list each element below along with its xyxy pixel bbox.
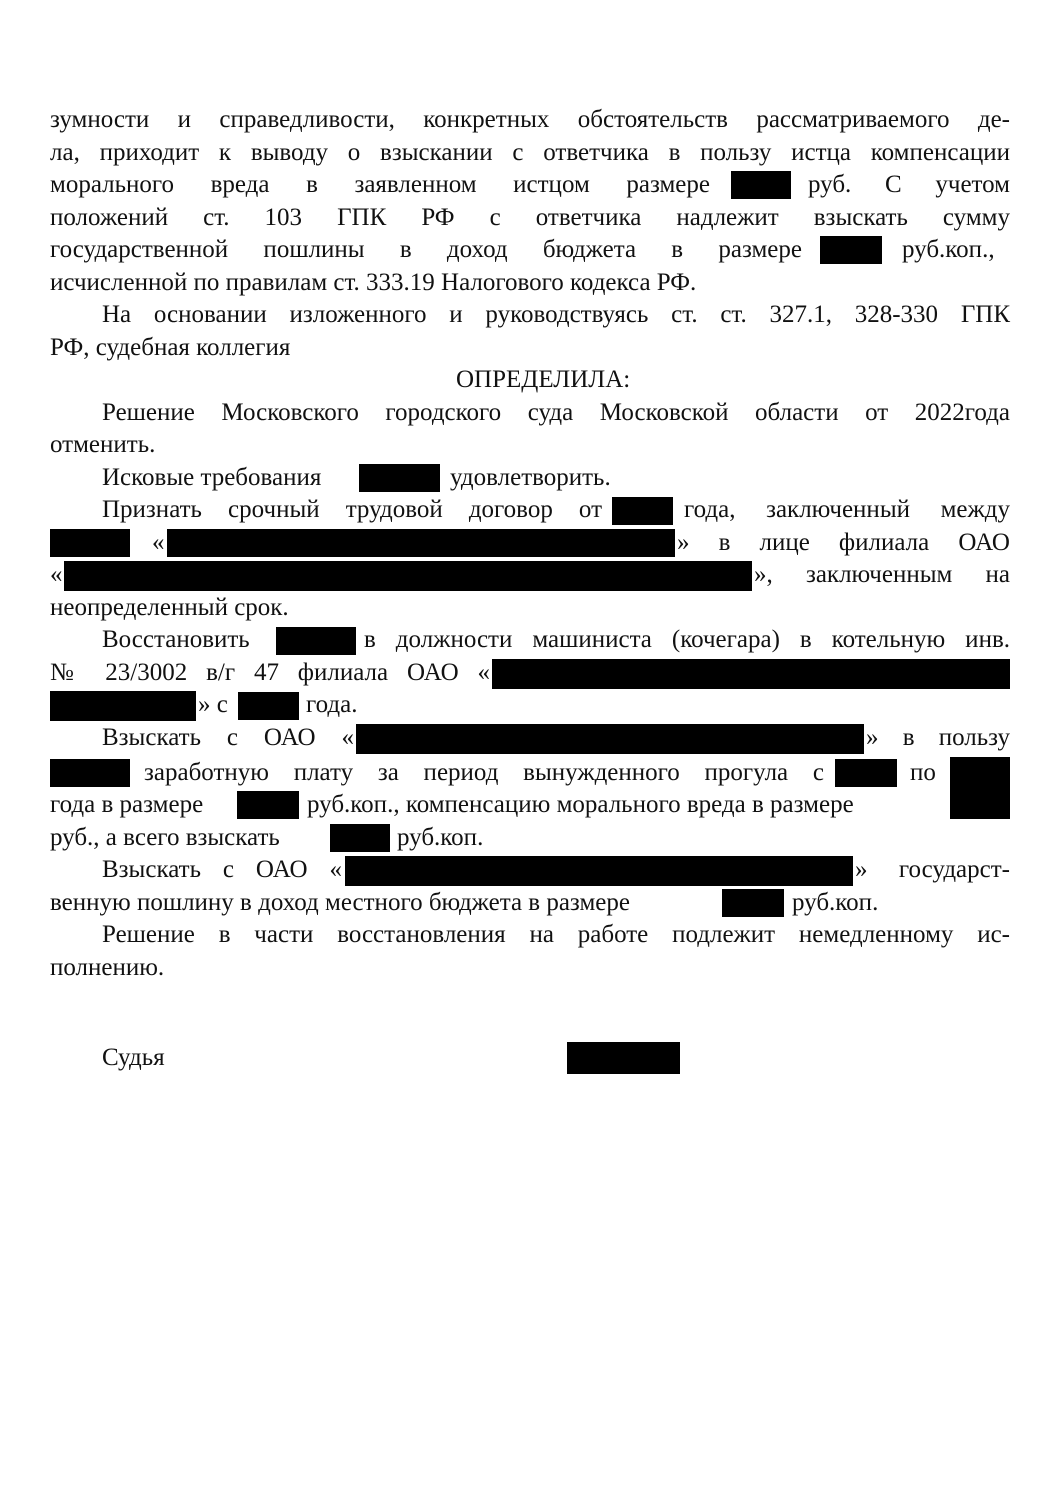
text-line: полнению. [50, 954, 165, 981]
redaction-block [612, 497, 673, 525]
text-line: Восстановить [102, 626, 250, 653]
text-line: руб.коп., [902, 236, 995, 263]
redaction-block [167, 529, 675, 557]
text-line: государственной пошлины в доход бюджета в размере [50, 236, 802, 263]
text-line: » с [198, 691, 228, 718]
redaction-block [64, 561, 752, 591]
text-line: в должности машиниста (кочегара) в котельную инв. [364, 626, 1010, 653]
redaction-block [50, 529, 130, 557]
text-line: Решение Московского городского суда Московской области от 2022года [102, 399, 1010, 426]
redaction-block [492, 659, 1010, 689]
text-line: года в размере [50, 791, 204, 818]
text-line: « [50, 561, 63, 588]
text-line: » в пользу [866, 724, 1010, 751]
text-line: руб.коп. [792, 889, 879, 916]
text-line: Взыскать с ОАО « [102, 856, 342, 883]
text-line: отменить. [50, 431, 156, 458]
redaction-block [276, 627, 356, 655]
section-heading: ОПРЕДЕЛИЛА: [456, 366, 631, 393]
text-line: Исковые требования [102, 464, 322, 491]
text-line: руб., а всего взыскать [50, 824, 280, 851]
redaction-block [722, 889, 784, 917]
redaction-block [237, 791, 299, 819]
text-line: венную пошлину в доход местного бюджета в размере [50, 889, 630, 916]
redaction-block [731, 171, 791, 199]
text-line: руб.коп. [397, 824, 484, 851]
text-line: » государст- [855, 856, 1010, 883]
text-line: заработную плату за период вынужденного прогула с [144, 759, 824, 786]
text-line: руб.коп., компенсацию морального вреда в размере [307, 791, 854, 818]
redaction-block [50, 759, 130, 787]
redaction-block [356, 724, 864, 754]
text-line: положений ст. 103 ГПК РФ с ответчика надлежит взыскать сумму [50, 204, 1010, 231]
signature-label: Судья [102, 1044, 165, 1071]
redaction-block [950, 757, 1010, 819]
redaction-block [359, 464, 440, 492]
text-line: Признать срочный трудовой договор от [102, 496, 602, 523]
text-line: по [910, 759, 936, 786]
text-line: № 23/3002 в/г 47 филиала ОАО « [50, 659, 490, 686]
redaction-block [50, 691, 196, 721]
text-line: руб. С учетом [808, 171, 1010, 198]
text-line: удовлетворить. [450, 464, 611, 491]
text-line: », заключенным на [754, 561, 1010, 588]
text-line: года. [306, 691, 358, 718]
text-line: Решение в части восстановления на работе подлежит немедленному ис- [102, 921, 1010, 948]
redaction-block [835, 759, 897, 787]
text-line: » в лице филиала ОАО [677, 529, 1010, 556]
redaction-block [345, 856, 853, 886]
text-line: года, заключенный между [684, 496, 1010, 523]
redaction-block [330, 824, 390, 852]
text-line: На основании изложенного и руководствуясь ст. ст. 327.1, 328-330 ГПК [102, 301, 1010, 328]
text-line: ла, приходит к выводу о взыскании с ответчика в пользу истца компенсации [50, 139, 1010, 166]
text-line: Взыскать с ОАО « [102, 724, 354, 751]
signature-redaction [567, 1042, 680, 1074]
text-line: РФ, судебная коллегия [50, 334, 291, 361]
redaction-block [238, 692, 299, 720]
text-line: морального вреда в заявленном истцом размере [50, 171, 710, 198]
text-line: « [152, 529, 165, 556]
text-line: неопределенный срок. [50, 594, 289, 621]
text-line: зумности и справедливости, конкретных обстоятельств рассматриваемого де- [50, 106, 1010, 133]
text-line: исчисленной по правилам ст. 333.19 Налогового кодекса РФ. [50, 269, 697, 296]
redaction-block [820, 236, 882, 264]
